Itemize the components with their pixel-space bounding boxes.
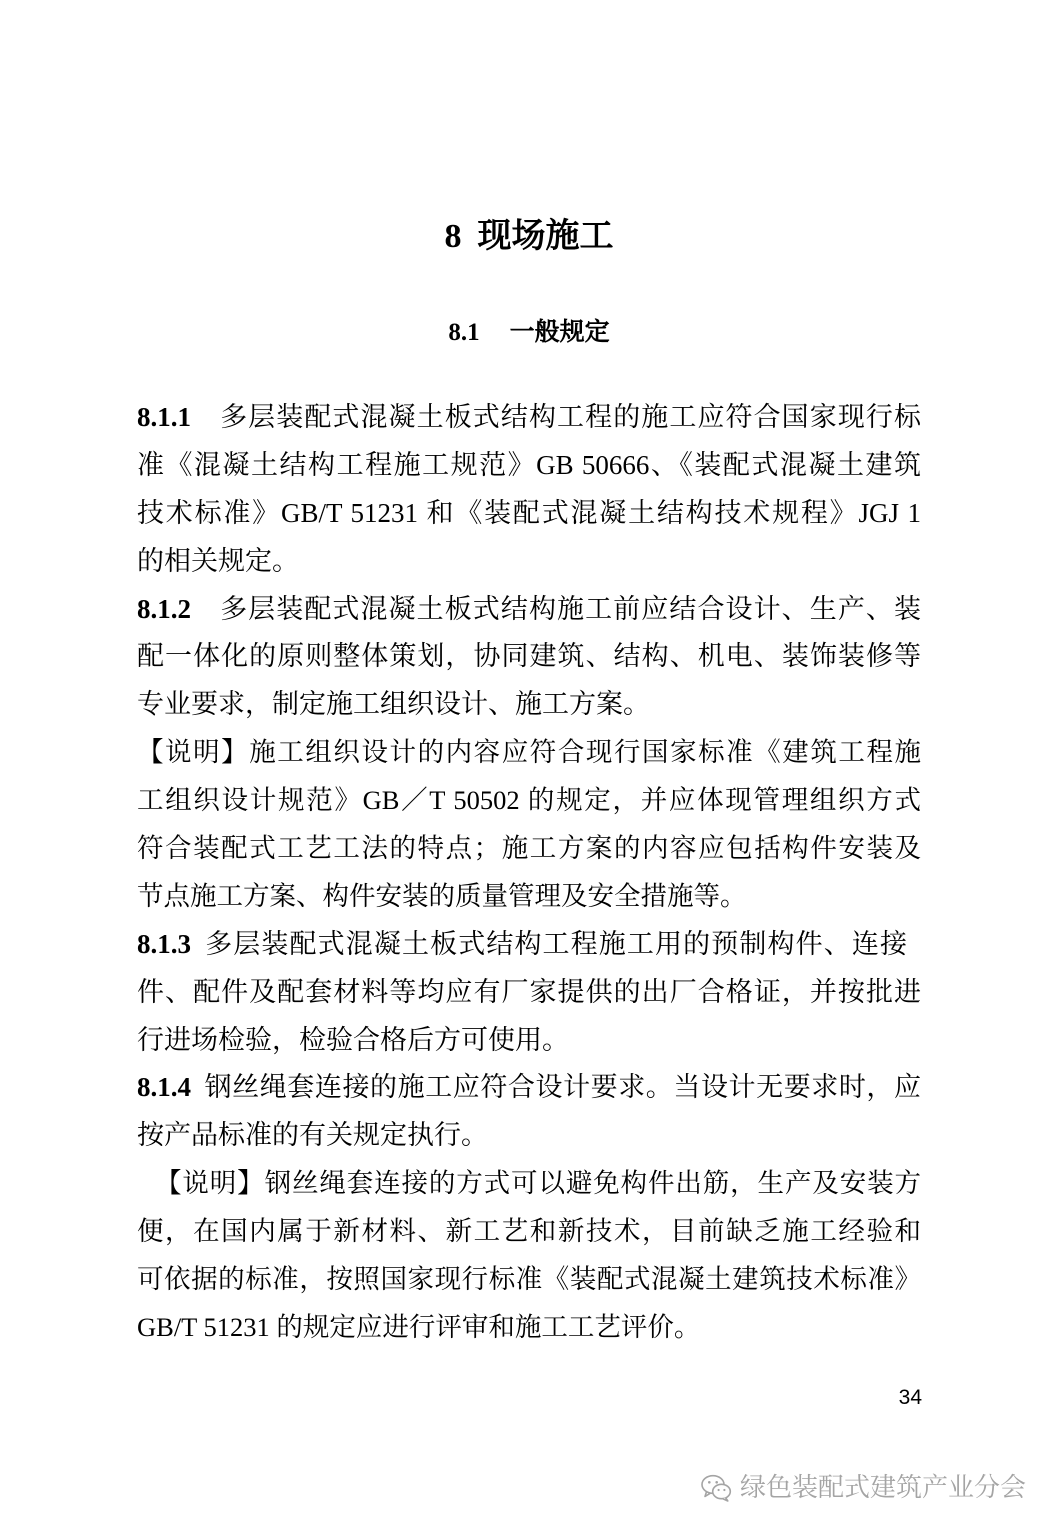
clause-8-1-3 <box>137 921 921 1065</box>
text-line <box>137 394 921 442</box>
line-text: 节点施工方案、构件安装的质量管理及安全措施等。 <box>137 880 747 911</box>
page-number: 34 <box>898 1386 922 1409</box>
clause-8-1-4 <box>137 1064 921 1160</box>
clause-number: 8.1.2 <box>137 593 191 624</box>
text-line <box>137 729 921 777</box>
text-line <box>137 1064 921 1112</box>
text-line <box>137 1112 921 1160</box>
text-line <box>137 777 921 825</box>
line-text: 按产品标准的有关规定执行。 <box>137 1120 488 1151</box>
line-text: 准《混凝土结构工程施工规范》GB 50666、《装配式混凝土建筑 <box>137 449 921 480</box>
line-text: GB/T 51231 的规定应进行评审和施工工艺评价。 <box>137 1311 701 1342</box>
clause-number: 8.1.3 <box>137 928 191 959</box>
text-line <box>137 1160 921 1208</box>
text-line <box>137 873 921 921</box>
text-line <box>137 1256 921 1304</box>
line-text: 配一体化的原则整体策划，协同建筑、结构、机电、装饰装修等 <box>137 641 921 672</box>
explanation-note-8-1-4 <box>137 1160 921 1352</box>
text-line <box>137 681 921 729</box>
clause-8-1-1 <box>137 394 921 586</box>
note-label: 【说明】 <box>137 737 250 768</box>
text-line <box>137 969 921 1017</box>
section-number: 8.1 <box>448 319 480 346</box>
text-line <box>137 921 907 969</box>
text-line <box>137 1017 921 1065</box>
wechat-icon <box>700 1473 732 1503</box>
line-text: 钢丝绳套连接的施工应符合设计要求。当设计无要求时，应 <box>204 1072 921 1103</box>
line-text: 工组织设计规范》GB／T 50502 的规定，并应体现管理组织方式 <box>137 785 921 816</box>
text-line <box>137 538 921 586</box>
line-text: 施工组织设计的内容应符合现行国家标准《建筑工程施 <box>249 737 921 768</box>
chapter-title-text: 现场施工 <box>477 216 614 256</box>
line-text: 符合装配式工艺工法的特点；施工方案的内容应包括构件安装及 <box>137 833 921 864</box>
explanation-note-8-1-2 <box>137 729 921 921</box>
line-text: 技术标准》GB/T 51231 和《装配式混凝土结构技术规程》JGJ 1 <box>137 497 921 528</box>
text-line <box>137 633 921 681</box>
line-text: 多层装配式混凝土板式结构施工前应结合设计、生产、装 <box>219 593 921 624</box>
line-text: 多层装配式混凝土板式结构工程的施工应符合国家现行标 <box>219 402 921 432</box>
line-text: 的相关规定。 <box>137 545 299 576</box>
watermark-text: 绿色装配式建筑产业分会 <box>740 1473 1027 1503</box>
watermark <box>700 1470 1026 1506</box>
text-line <box>137 442 921 490</box>
text-line <box>137 825 921 873</box>
line-text: 件、配件及配套材料等均应有厂家提供的出厂合格证，并按批进 <box>137 976 921 1007</box>
chapter-title <box>0 210 1058 262</box>
clause-number: 8.1.4 <box>137 1072 191 1103</box>
text-line <box>137 1208 921 1256</box>
document-body <box>137 394 921 1352</box>
clause-8-1-2 <box>137 586 921 730</box>
chapter-number: 8 <box>444 218 462 255</box>
line-text: 多层装配式混凝土板式结构工程施工用的预制构件、连接 <box>204 928 907 959</box>
text-line <box>137 1304 921 1352</box>
section-title-text: 一般规定 <box>509 317 610 346</box>
line-text: 钢丝绳套连接的方式可以避免构件出筋，生产及安装方 <box>264 1168 921 1199</box>
line-text: 行进场检验，检验合格后方可使用。 <box>137 1024 569 1055</box>
line-text: 可依据的标准，按照国家现行标准《装配式混凝土建筑技术标准》 <box>137 1264 921 1295</box>
line-text: 便，在国内属于新材料、新工艺和新技术，目前缺乏施工经验和 <box>137 1216 921 1247</box>
text-line <box>137 490 921 538</box>
text-line <box>137 586 921 634</box>
section-title <box>0 310 1058 354</box>
line-text: 专业要求，制定施工组织设计、施工方案。 <box>137 689 650 720</box>
clause-number: 8.1.1 <box>137 402 191 432</box>
note-label: 【说明】 <box>155 1168 265 1199</box>
